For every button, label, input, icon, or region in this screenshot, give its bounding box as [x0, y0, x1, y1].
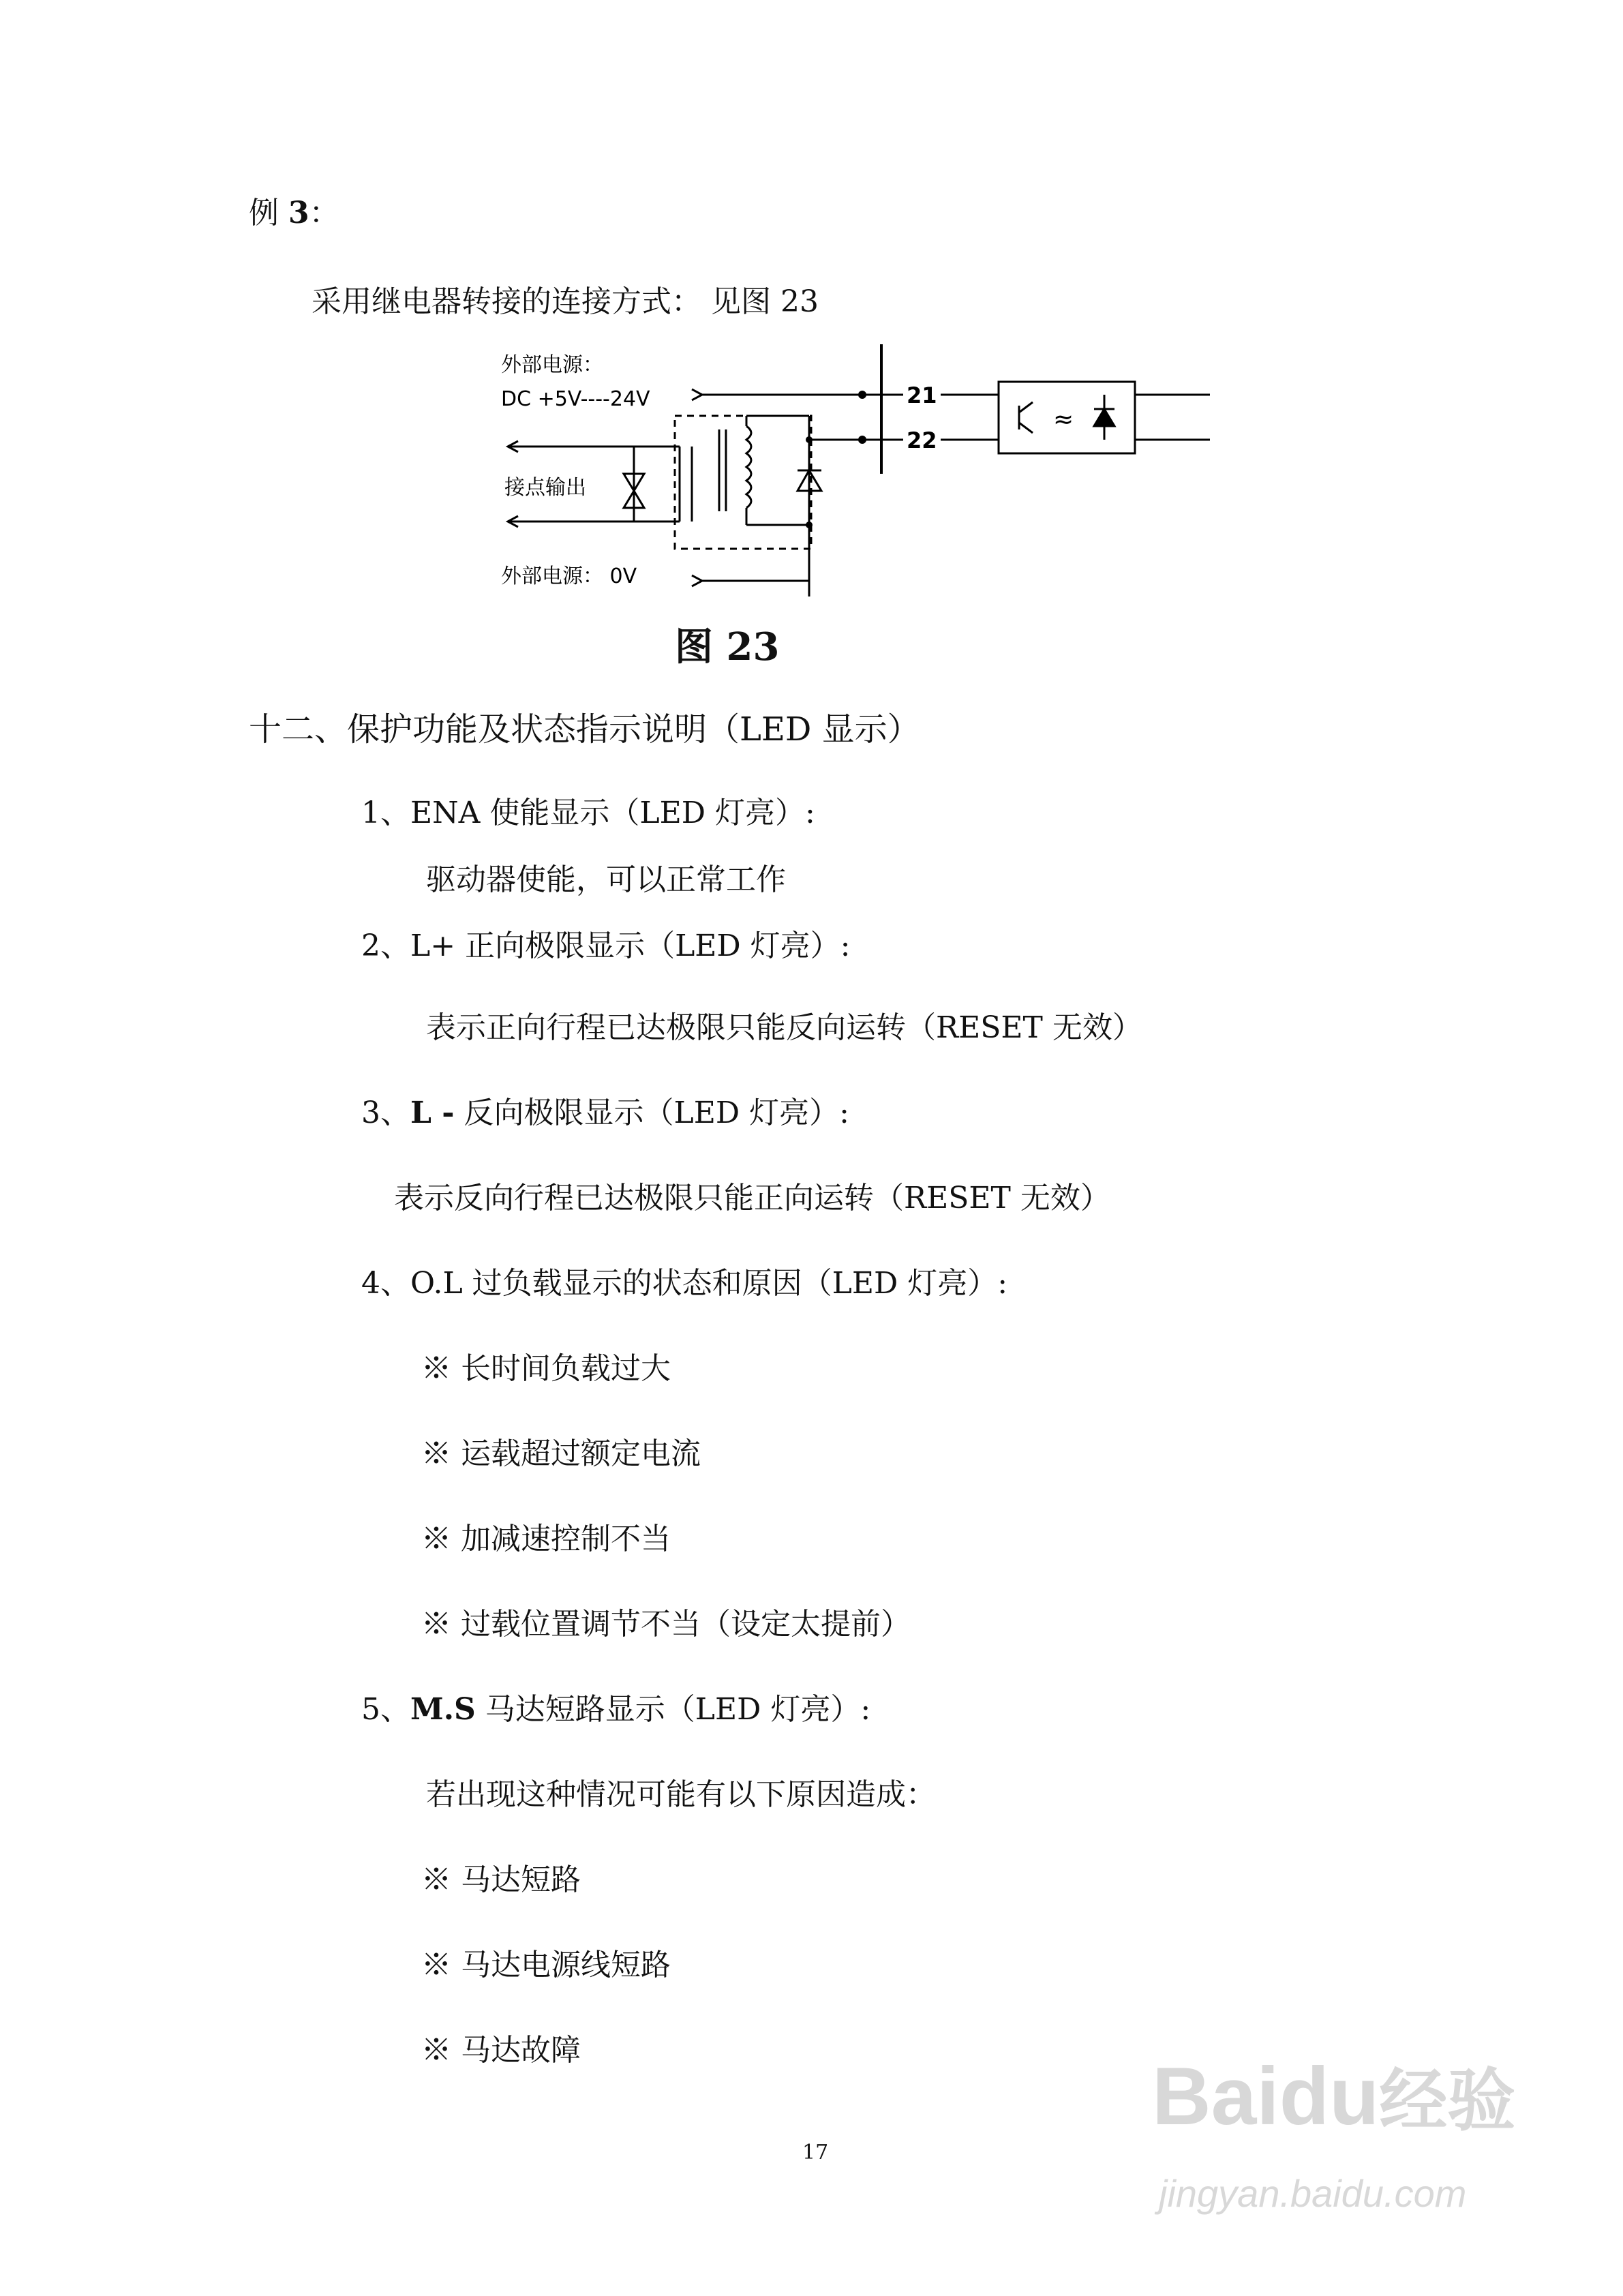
relay-box [675, 416, 811, 549]
item-2-title: 2、L+ 正向极限显示（LED 灯亮）: [361, 928, 851, 963]
item-3-title: 3、L - 反向极限显示（LED 灯亮）: [361, 1096, 849, 1130]
item-4-bullet: ※ 过载位置调节不当（设定太提前） [421, 1607, 911, 1642]
ext-power-0v-label: 外部电源： 0V [501, 564, 637, 588]
zero-volt-arrow [692, 575, 702, 586]
item-5-bullet: ※ 马达电源线短路 [421, 1948, 671, 1982]
dc-input-arrow [692, 389, 702, 400]
figure-caption: 图 23 [675, 624, 780, 669]
ext-power-label: 外部电源： [501, 353, 603, 377]
item-4-bullet: ※ 加减速控制不当 [421, 1522, 671, 1556]
dc-voltage-label: DC +5V----24V [501, 387, 650, 411]
item-3-desc: 表示反向行程已达极限只能正向运转（RESET 无效） [394, 1181, 1110, 1215]
item-5-title: 5、M.S 马达短路显示（LED 灯亮）: [361, 1692, 871, 1727]
example-label: 例 3： [249, 196, 339, 230]
item-5-desc: 若出现这种情况可能有以下原因造成： [426, 1777, 936, 1812]
intro-text: 采用继电器转接的连接方式： 见图 23 [312, 284, 819, 319]
item-4-bullet: ※ 运载超过额定电流 [421, 1436, 701, 1471]
terminal-21: 21 [907, 382, 937, 408]
terminal-22: 22 [907, 427, 937, 453]
item-1-desc: 驱动器使能，可以正常工作 [426, 862, 786, 897]
relay-wiring-diagram [494, 344, 1217, 596]
page-number: 17 [802, 2141, 829, 2164]
item-5-bullet: ※ 马达故障 [421, 2033, 581, 2068]
item-5-bullet: ※ 马达短路 [421, 1862, 581, 1897]
item-2-desc: 表示正向行程已达极限只能反向运转（RESET 无效） [426, 1010, 1142, 1045]
section-heading: 十二、保护功能及状态指示说明（LED 显示） [249, 710, 920, 749]
contact-output-label: 接点输出 [504, 476, 586, 500]
watermark-url: jingyan.baidu.com [1159, 2172, 1467, 2215]
item-1-title: 1、ENA 使能显示（LED 灯亮）: [361, 796, 815, 830]
item-4-title: 4、O.L 过负载显示的状态和原因（LED 灯亮）: [361, 1266, 1008, 1301]
baidu-jingyan-watermark: Baidu经验 [1152, 2051, 1516, 2142]
item-4-bullet: ※ 长时间负载过大 [421, 1351, 671, 1386]
optocoupler-symbol: ≈ [1053, 406, 1074, 434]
